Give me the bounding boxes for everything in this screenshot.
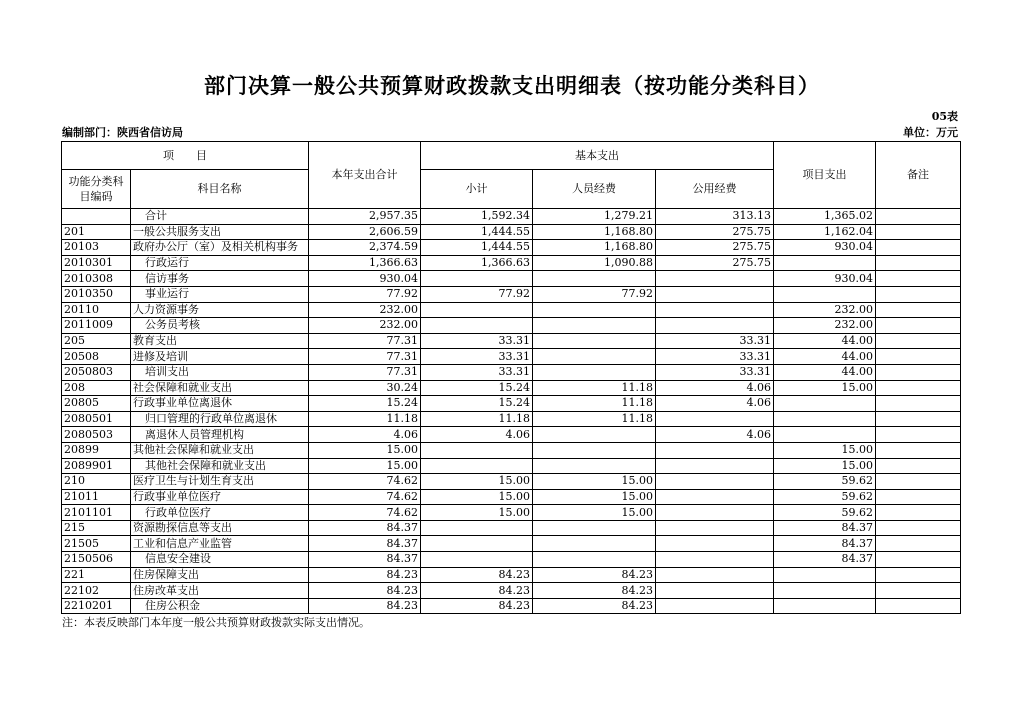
cell-project: 84.37: [774, 552, 876, 568]
cell-code: 2150506: [62, 552, 131, 568]
table-number: 05表: [931, 110, 958, 123]
cell-name: 离退休人员管理机构: [131, 427, 309, 443]
cell-subtotal: 84.23: [421, 583, 533, 599]
cell-project: 930.04: [774, 240, 876, 256]
cell-total: 930.04: [309, 271, 421, 287]
table-row: [62, 286, 961, 302]
cell-public: [656, 583, 774, 599]
cell-subtotal: 15.00: [421, 505, 533, 521]
cell-public: 4.06: [656, 427, 774, 443]
header-public: 公用经费: [656, 170, 774, 209]
cell-total: 2,957.35: [309, 209, 421, 225]
cell-subtotal: [421, 318, 533, 334]
cell-code: 221: [62, 567, 131, 583]
cell-code: 20103: [62, 240, 131, 256]
cell-code: 21505: [62, 536, 131, 552]
cell-name: 工业和信息产业监管: [131, 536, 309, 552]
cell-personnel: 1,168.80: [533, 224, 656, 240]
cell-name: 行政事业单位医疗: [131, 489, 309, 505]
cell-public: 313.13: [656, 209, 774, 225]
cell-total: 232.00: [309, 302, 421, 318]
cell-project: 59.62: [774, 474, 876, 490]
cell-personnel: 15.00: [533, 489, 656, 505]
cell-project: [774, 583, 876, 599]
cell-name: 社会保障和就业支出: [131, 380, 309, 396]
department-label: 编制部门：陕西省信访局: [62, 126, 183, 139]
cell-remark: [876, 598, 961, 614]
cell-subtotal: 1,592.34: [421, 209, 533, 225]
cell-remark: [876, 505, 961, 521]
cell-total: 1,366.63: [309, 255, 421, 271]
cell-project: 44.00: [774, 349, 876, 365]
table-row: [62, 552, 961, 568]
cell-public: [656, 302, 774, 318]
cell-project: 84.37: [774, 536, 876, 552]
cell-project: 59.62: [774, 489, 876, 505]
cell-subtotal: [421, 442, 533, 458]
cell-remark: [876, 411, 961, 427]
cell-project: [774, 411, 876, 427]
cell-personnel: [533, 318, 656, 334]
cell-total: 84.23: [309, 598, 421, 614]
cell-remark: [876, 442, 961, 458]
table-row: [62, 411, 961, 427]
cell-total: 77.31: [309, 333, 421, 349]
cell-name: 人力资源事务: [131, 302, 309, 318]
cell-remark: [876, 474, 961, 490]
cell-remark: [876, 364, 961, 380]
expenditure-table: [61, 141, 961, 614]
cell-public: [656, 598, 774, 614]
cell-name: 教育支出: [131, 333, 309, 349]
table-row: [62, 427, 961, 443]
cell-personnel: [533, 458, 656, 474]
cell-public: [656, 474, 774, 490]
cell-name: 资源勘探信息等支出: [131, 520, 309, 536]
cell-name: 合计: [131, 209, 309, 225]
cell-total: 11.18: [309, 411, 421, 427]
cell-public: [656, 286, 774, 302]
table-row: [62, 598, 961, 614]
cell-remark: [876, 427, 961, 443]
cell-name: 事业运行: [131, 286, 309, 302]
cell-project: [774, 598, 876, 614]
table-row: [62, 333, 961, 349]
cell-subtotal: [421, 552, 533, 568]
cell-public: 4.06: [656, 396, 774, 412]
cell-project: 232.00: [774, 302, 876, 318]
cell-total: 84.37: [309, 552, 421, 568]
cell-name: 行政运行: [131, 255, 309, 271]
cell-public: [656, 318, 774, 334]
cell-subtotal: 33.31: [421, 349, 533, 365]
cell-subtotal: 11.18: [421, 411, 533, 427]
cell-code: 2089901: [62, 458, 131, 474]
cell-subtotal: 15.24: [421, 380, 533, 396]
cell-total: 2,606.59: [309, 224, 421, 240]
cell-total: 77.31: [309, 349, 421, 365]
cell-personnel: [533, 349, 656, 365]
cell-subtotal: [421, 520, 533, 536]
cell-personnel: 84.23: [533, 583, 656, 599]
table-row: [62, 474, 961, 490]
cell-public: [656, 271, 774, 287]
cell-name: 行政单位医疗: [131, 505, 309, 521]
cell-public: [656, 489, 774, 505]
cell-remark: [876, 567, 961, 583]
table-row: [62, 536, 961, 552]
cell-total: 74.62: [309, 489, 421, 505]
header-personnel: 人员经费: [533, 170, 656, 209]
cell-public: 275.75: [656, 224, 774, 240]
cell-personnel: 11.18: [533, 396, 656, 412]
cell-code: [62, 209, 131, 225]
cell-code: 2010308: [62, 271, 131, 287]
cell-personnel: 84.23: [533, 567, 656, 583]
cell-public: [656, 505, 774, 521]
cell-personnel: 77.92: [533, 286, 656, 302]
cell-public: [656, 567, 774, 583]
cell-public: 4.06: [656, 380, 774, 396]
cell-personnel: 1,090.88: [533, 255, 656, 271]
cell-public: 33.31: [656, 333, 774, 349]
table-row: [62, 567, 961, 583]
cell-public: [656, 552, 774, 568]
cell-remark: [876, 380, 961, 396]
header-item: 项 目: [62, 142, 309, 170]
cell-total: 15.24: [309, 396, 421, 412]
cell-remark: [876, 209, 961, 225]
table-body: [62, 209, 961, 614]
cell-subtotal: 1,444.55: [421, 224, 533, 240]
cell-subtotal: 33.31: [421, 364, 533, 380]
cell-code: 2010350: [62, 286, 131, 302]
cell-total: 84.23: [309, 567, 421, 583]
table-row: [62, 583, 961, 599]
cell-personnel: 15.00: [533, 474, 656, 490]
cell-remark: [876, 396, 961, 412]
cell-total: 74.62: [309, 505, 421, 521]
cell-project: 15.00: [774, 380, 876, 396]
cell-name: 政府办公厅（室）及相关机构事务: [131, 240, 309, 256]
cell-remark: [876, 520, 961, 536]
table-row: [62, 520, 961, 536]
table-row: [62, 489, 961, 505]
cell-code: 21011: [62, 489, 131, 505]
cell-project: [774, 567, 876, 583]
cell-public: 275.75: [656, 255, 774, 271]
cell-project: 15.00: [774, 442, 876, 458]
cell-name: 其他社会保障和就业支出: [131, 442, 309, 458]
cell-code: 210: [62, 474, 131, 490]
cell-subtotal: 15.00: [421, 489, 533, 505]
cell-code: 20508: [62, 349, 131, 365]
cell-project: 84.37: [774, 520, 876, 536]
cell-subtotal: 33.31: [421, 333, 533, 349]
cell-public: [656, 520, 774, 536]
cell-personnel: [533, 333, 656, 349]
cell-name: 公务员考核: [131, 318, 309, 334]
cell-personnel: 1,168.80: [533, 240, 656, 256]
header-code: 功能分类科目编码: [62, 170, 131, 209]
footnote: 注：本表反映部门本年度一般公共预算财政拨款实际支出情况。: [62, 616, 370, 629]
cell-public: [656, 458, 774, 474]
cell-code: 2050803: [62, 364, 131, 380]
cell-total: 15.00: [309, 458, 421, 474]
cell-remark: [876, 333, 961, 349]
unit-label: 单位：万元: [903, 126, 958, 139]
cell-subtotal: 1,366.63: [421, 255, 533, 271]
cell-code: 2010301: [62, 255, 131, 271]
cell-total: 2,374.59: [309, 240, 421, 256]
cell-public: 275.75: [656, 240, 774, 256]
cell-project: 1,365.02: [774, 209, 876, 225]
table-row: [62, 255, 961, 271]
cell-personnel: 11.18: [533, 380, 656, 396]
cell-personnel: 15.00: [533, 505, 656, 521]
cell-subtotal: [421, 458, 533, 474]
table-row: [62, 349, 961, 365]
cell-subtotal: 15.00: [421, 474, 533, 490]
cell-remark: [876, 552, 961, 568]
cell-subtotal: [421, 302, 533, 318]
page-title: 部门决算一般公共预算财政拨款支出明细表（按功能分类科目）: [204, 74, 820, 98]
table-row: [62, 442, 961, 458]
cell-code: 201: [62, 224, 131, 240]
cell-public: [656, 536, 774, 552]
cell-project: [774, 286, 876, 302]
cell-project: 1,162.04: [774, 224, 876, 240]
cell-personnel: [533, 552, 656, 568]
cell-name: 行政事业单位离退休: [131, 396, 309, 412]
cell-total: 84.23: [309, 583, 421, 599]
cell-name: 其他社会保障和就业支出: [131, 458, 309, 474]
cell-total: 77.92: [309, 286, 421, 302]
cell-remark: [876, 255, 961, 271]
cell-code: 2210201: [62, 598, 131, 614]
cell-code: 2080501: [62, 411, 131, 427]
cell-total: 74.62: [309, 474, 421, 490]
cell-remark: [876, 271, 961, 287]
cell-total: 30.24: [309, 380, 421, 396]
cell-project: 44.00: [774, 333, 876, 349]
header-remark: 备注: [876, 142, 961, 209]
cell-remark: [876, 536, 961, 552]
cell-personnel: [533, 442, 656, 458]
header-subtotal: 小计: [421, 170, 533, 209]
cell-name: 信访事务: [131, 271, 309, 287]
cell-project: [774, 427, 876, 443]
cell-subtotal: 4.06: [421, 427, 533, 443]
cell-name: 住房保障支出: [131, 567, 309, 583]
table-row: [62, 318, 961, 334]
cell-subtotal: 84.23: [421, 598, 533, 614]
cell-personnel: [533, 364, 656, 380]
cell-total: 84.37: [309, 520, 421, 536]
table-row: [62, 224, 961, 240]
cell-project: 59.62: [774, 505, 876, 521]
cell-remark: [876, 286, 961, 302]
cell-code: 22102: [62, 583, 131, 599]
cell-remark: [876, 224, 961, 240]
cell-subtotal: 77.92: [421, 286, 533, 302]
header-project: 项目支出: [774, 142, 876, 209]
cell-public: 33.31: [656, 349, 774, 365]
cell-personnel: [533, 271, 656, 287]
table-row: [62, 271, 961, 287]
cell-code: 2011009: [62, 318, 131, 334]
cell-public: [656, 411, 774, 427]
cell-remark: [876, 583, 961, 599]
cell-project: 930.04: [774, 271, 876, 287]
cell-remark: [876, 302, 961, 318]
cell-code: 20899: [62, 442, 131, 458]
table-row: [62, 364, 961, 380]
cell-project: [774, 255, 876, 271]
cell-code: 215: [62, 520, 131, 536]
cell-total: 232.00: [309, 318, 421, 334]
table-row: [62, 458, 961, 474]
cell-project: 232.00: [774, 318, 876, 334]
cell-personnel: [533, 536, 656, 552]
header-total: 本年支出合计: [309, 142, 421, 209]
cell-name: 医疗卫生与计划生育支出: [131, 474, 309, 490]
cell-code: 2080503: [62, 427, 131, 443]
cell-public: 33.31: [656, 364, 774, 380]
table-row: [62, 505, 961, 521]
cell-name: 归口管理的行政单位离退休: [131, 411, 309, 427]
cell-name: 进修及培训: [131, 349, 309, 365]
cell-subtotal: [421, 271, 533, 287]
cell-name: 住房公积金: [131, 598, 309, 614]
cell-code: 205: [62, 333, 131, 349]
header-name: 科目名称: [131, 170, 309, 209]
cell-code: 2101101: [62, 505, 131, 521]
cell-code: 20110: [62, 302, 131, 318]
cell-personnel: 1,279.21: [533, 209, 656, 225]
cell-total: 77.31: [309, 364, 421, 380]
cell-name: 信息安全建设: [131, 552, 309, 568]
cell-remark: [876, 489, 961, 505]
cell-total: 84.37: [309, 536, 421, 552]
cell-remark: [876, 458, 961, 474]
cell-code: 20805: [62, 396, 131, 412]
cell-code: 208: [62, 380, 131, 396]
cell-total: 4.06: [309, 427, 421, 443]
cell-project: 15.00: [774, 458, 876, 474]
cell-name: 一般公共服务支出: [131, 224, 309, 240]
table-row: [62, 209, 961, 225]
cell-remark: [876, 318, 961, 334]
cell-remark: [876, 349, 961, 365]
cell-project: 44.00: [774, 364, 876, 380]
cell-personnel: [533, 520, 656, 536]
cell-subtotal: [421, 536, 533, 552]
cell-personnel: 11.18: [533, 411, 656, 427]
table-row: [62, 240, 961, 256]
header-basic: 基本支出: [421, 142, 774, 170]
cell-personnel: [533, 427, 656, 443]
table-row: [62, 396, 961, 412]
cell-subtotal: 1,444.55: [421, 240, 533, 256]
table-row: [62, 302, 961, 318]
cell-personnel: [533, 302, 656, 318]
table-row: [62, 380, 961, 396]
cell-name: 住房改革支出: [131, 583, 309, 599]
cell-public: [656, 442, 774, 458]
cell-total: 15.00: [309, 442, 421, 458]
cell-remark: [876, 240, 961, 256]
cell-subtotal: 84.23: [421, 567, 533, 583]
cell-project: [774, 396, 876, 412]
cell-subtotal: 15.24: [421, 396, 533, 412]
cell-name: 培训支出: [131, 364, 309, 380]
cell-personnel: 84.23: [533, 598, 656, 614]
